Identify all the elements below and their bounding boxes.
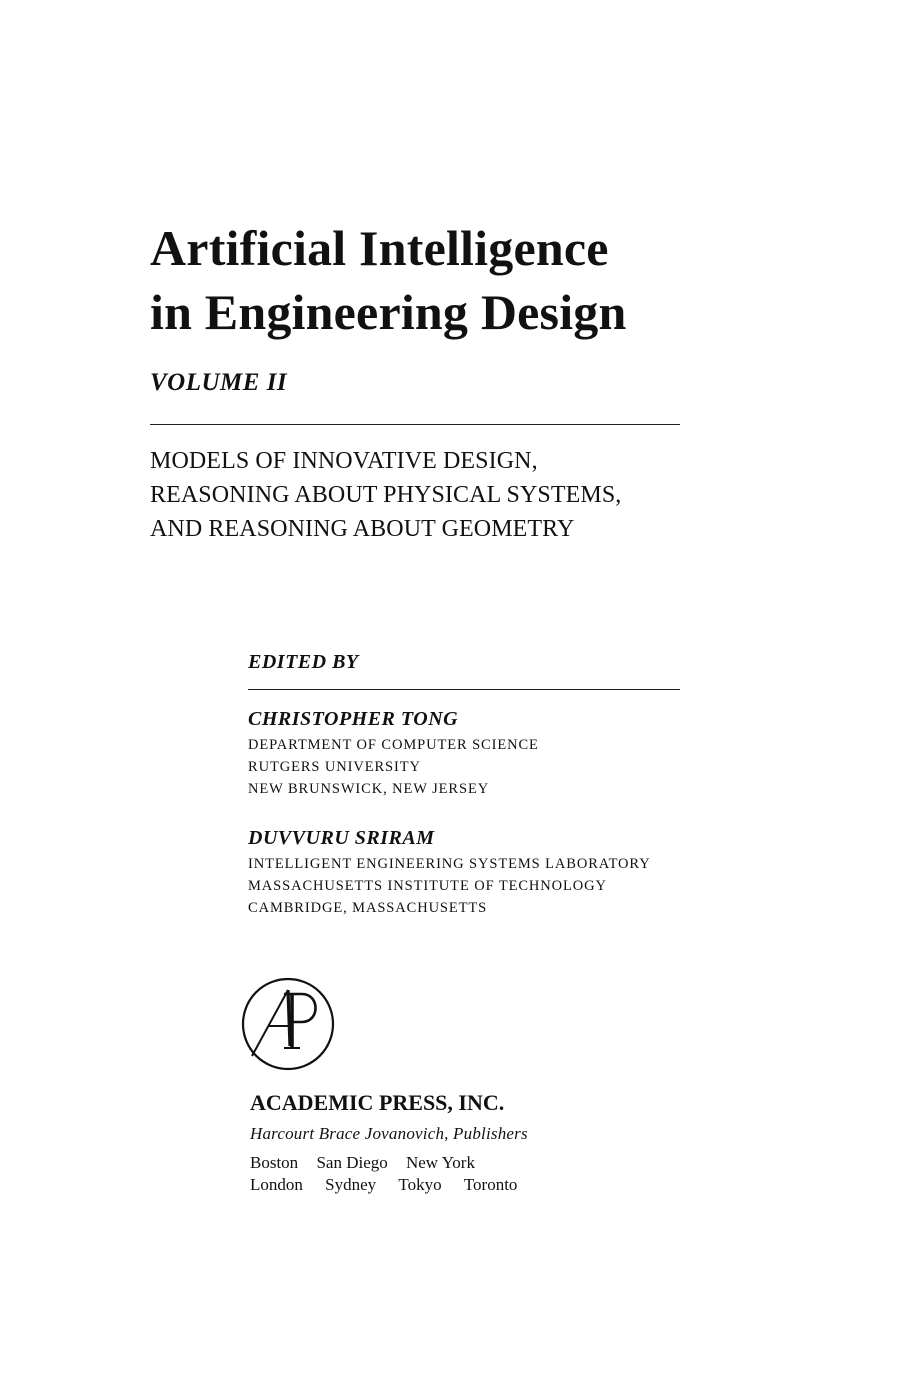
editor-1-affiliation-line-1: DEPARTMENT OF COMPUTER SCIENCE (248, 737, 539, 753)
divider-rule (150, 424, 680, 425)
subtitle-line-3: AND REASONING ABOUT GEOMETRY (150, 516, 575, 542)
subtitle-line-1: MODELS OF INNOVATIVE DESIGN, (150, 448, 538, 474)
volume-label: VOLUME II (150, 369, 288, 396)
editors-divider-rule (248, 689, 680, 690)
city: Boston (250, 1153, 299, 1172)
city: London (250, 1175, 303, 1194)
editor-1-affiliation-line-3: NEW BRUNSWICK, NEW JERSEY (248, 781, 490, 797)
publisher-name: ACADEMIC PRESS, INC. (250, 1090, 505, 1115)
editor-1-affiliation-line-2: RUTGERS UNIVERSITY (248, 759, 421, 775)
book-title-line-2: in Engineering Design (150, 284, 627, 340)
edited-by-label: EDITED BY (248, 651, 359, 673)
editor-2-affiliation-line-3: CAMBRIDGE, MASSACHUSETTS (248, 900, 488, 916)
publisher-cities-row-2 (250, 1174, 517, 1196)
editor-name-1: CHRISTOPHER TONG (248, 708, 459, 730)
city: Sydney (325, 1175, 377, 1194)
publisher-logo-icon (240, 976, 336, 1072)
publisher-imprint: Harcourt Brace Jovanovich, Publishers (250, 1124, 528, 1143)
publisher-cities-row-1 (250, 1152, 475, 1174)
city: San Diego (316, 1153, 388, 1172)
subtitle-line-2: REASONING ABOUT PHYSICAL SYSTEMS, (150, 482, 622, 508)
city: Toronto (463, 1175, 518, 1194)
editor-name-2: DUVVURU SRIRAM (248, 827, 435, 849)
city: New York (405, 1153, 475, 1172)
editor-2-affiliation-line-1: INTELLIGENT ENGINEERING SYSTEMS LABORATORY (248, 856, 651, 872)
city: Tokyo (398, 1175, 442, 1194)
book-title-line-1: Artificial Intelligence (150, 220, 609, 276)
editor-2-affiliation-line-2: MASSACHUSETTS INSTITUTE OF TECHNOLOGY (248, 878, 607, 894)
